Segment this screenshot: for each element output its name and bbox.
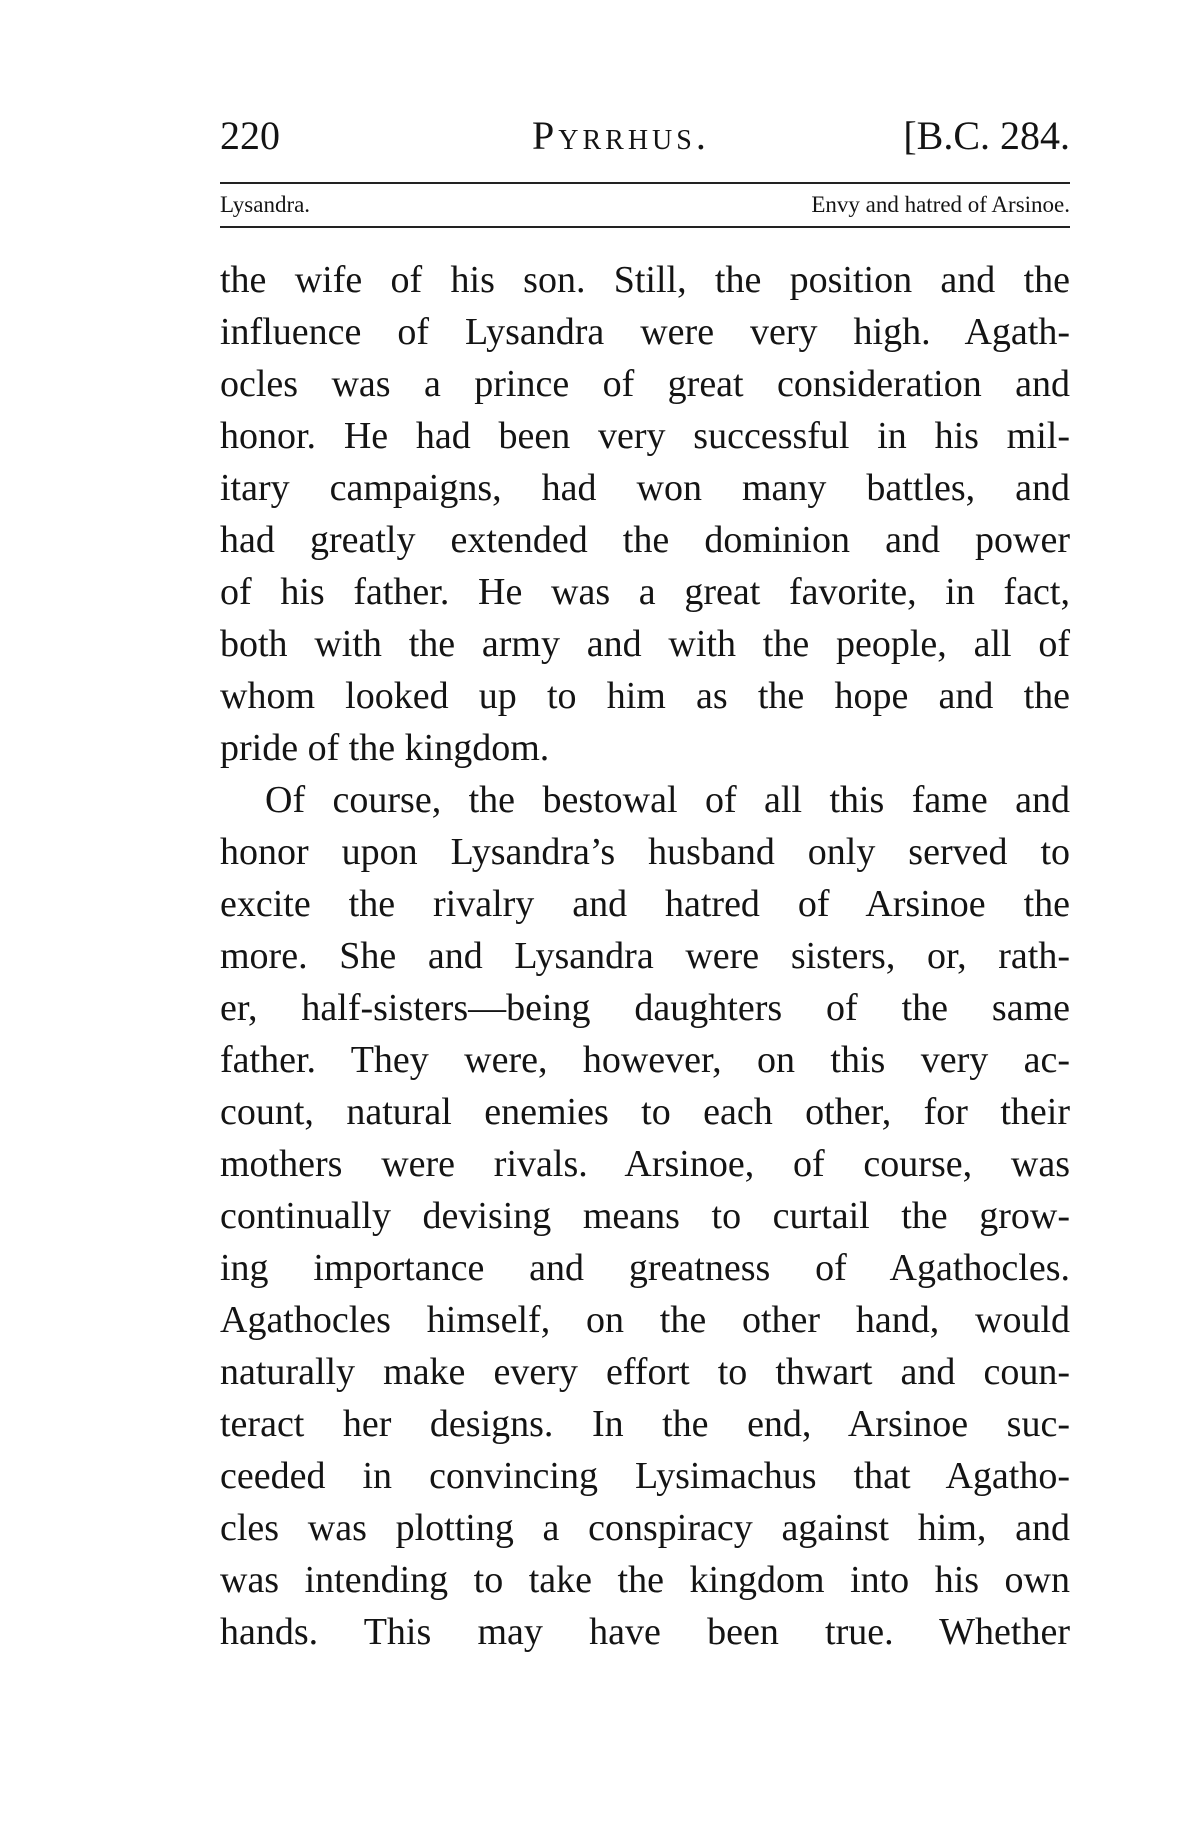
- running-head: [220, 112, 1070, 172]
- page-number: 220: [220, 113, 280, 158]
- text-line: of his father. He was a great favorite, in fact,: [220, 571, 1070, 613]
- text-line: father. They were, however, on this very ac-: [220, 1039, 1070, 1081]
- text-line: er, half-sisters—being daughters of the same: [220, 987, 1070, 1029]
- side-note-right: Envy and hatred of Arsinoe.: [811, 192, 1070, 217]
- text-line: count, natural enemies to each other, for their: [220, 1091, 1070, 1133]
- text-line: Of course, the bestowal of all this fame and: [265, 779, 1070, 821]
- text-line: cles was plotting a conspiracy against him, and: [220, 1507, 1070, 1549]
- text-line: both with the army and with the people, all of: [220, 623, 1070, 665]
- text-line: the wife of his son. Still, the position and the: [220, 259, 1070, 301]
- text-line: had greatly extended the dominion and power: [220, 519, 1070, 561]
- text-line: ocles was a prince of great consideration and: [220, 363, 1070, 405]
- text-line: honor upon Lysandra’s husband only served to: [220, 831, 1070, 873]
- text-line: mothers were rivals. Arsinoe, of course, was: [220, 1143, 1070, 1185]
- side-note-left: Lysandra.: [220, 192, 311, 217]
- text-line: pride of the kingdom.: [220, 727, 550, 769]
- side-notes: [220, 192, 1070, 224]
- book-title: Pyrrhus.: [532, 113, 710, 158]
- text-line: itary campaigns, had won many battles, and: [220, 467, 1070, 509]
- paragraph-1: [220, 254, 1070, 774]
- text-line: teract her designs. In the end, Arsinoe suc-: [220, 1403, 1070, 1445]
- body-text: [220, 254, 1070, 1658]
- date-reference: [B.C. 284.: [903, 113, 1070, 158]
- text-line: was intending to take the kingdom into his own: [220, 1559, 1070, 1601]
- text-line: continually devising means to curtail the grow-: [220, 1195, 1070, 1237]
- text-line: influence of Lysandra were very high. Agath-: [220, 311, 1070, 353]
- header-rule-bottom: [220, 226, 1070, 228]
- text-line: whom looked up to him as the hope and the: [220, 675, 1070, 717]
- header-rule-top: [220, 182, 1070, 184]
- text-line: naturally make every effort to thwart and coun-: [220, 1351, 1070, 1393]
- text-line: more. She and Lysandra were sisters, or, rath-: [220, 935, 1070, 977]
- text-line: honor. He had been very successful in his mil-: [220, 415, 1070, 457]
- text-line: ceeded in convincing Lysimachus that Agatho-: [220, 1455, 1070, 1497]
- text-line: ing importance and greatness of Agathocles.: [220, 1247, 1070, 1289]
- paragraph-2: [220, 774, 1070, 1658]
- text-line: excite the rivalry and hatred of Arsinoe the: [220, 883, 1070, 925]
- text-line: hands. This may have been true. Whether: [220, 1611, 1070, 1653]
- text-line: Agathocles himself, on the other hand, would: [220, 1299, 1070, 1341]
